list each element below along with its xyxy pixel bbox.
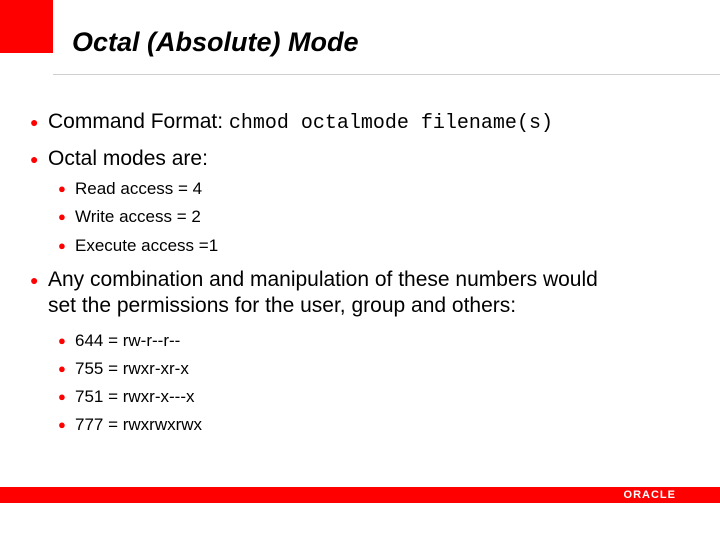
sub-bullet-marker: ● [58,238,66,253]
example-text: 751 = rwxr-x---x [75,387,195,406]
example-text: 644 = rw-r--r-- [75,331,181,350]
combination-line-1: Any combination and manipulation of these numbers would [48,268,598,291]
bullet-marker: ● [30,114,39,130]
example-text: 755 = rwxr-xr-x [75,359,189,378]
bullet-marker: ● [30,272,39,288]
combination-line-2: set the permissions for the user, group and others: [48,294,517,317]
sub-bullet-marker: ● [58,417,66,432]
sub-bullet-marker: ● [58,209,66,224]
sub-bullet-marker: ● [58,181,66,196]
command-format-code: chmod octalmode filename(s) [228,112,553,135]
sub-bullet-marker: ● [58,333,66,348]
octal-modes-heading: Octal modes are: [48,147,208,170]
bullet-marker: ● [30,151,39,167]
sub-bullet-marker: ● [58,361,66,376]
example-text: 777 = rwxrwxrwx [75,415,203,434]
sub-bullet-text: Execute access =1 [75,236,219,255]
command-format-label: Command Format: [48,110,224,133]
title-divider [53,74,720,75]
oracle-logo: ORACLE [623,489,676,501]
accent-square [0,0,53,53]
sub-bullet-text: Write access = 2 [75,207,201,226]
slide-title: Octal (Absolute) Mode [72,27,359,57]
footer-bar [0,487,720,503]
sub-bullet-marker: ● [58,389,66,404]
sub-bullet-text: Read access = 4 [75,179,203,198]
